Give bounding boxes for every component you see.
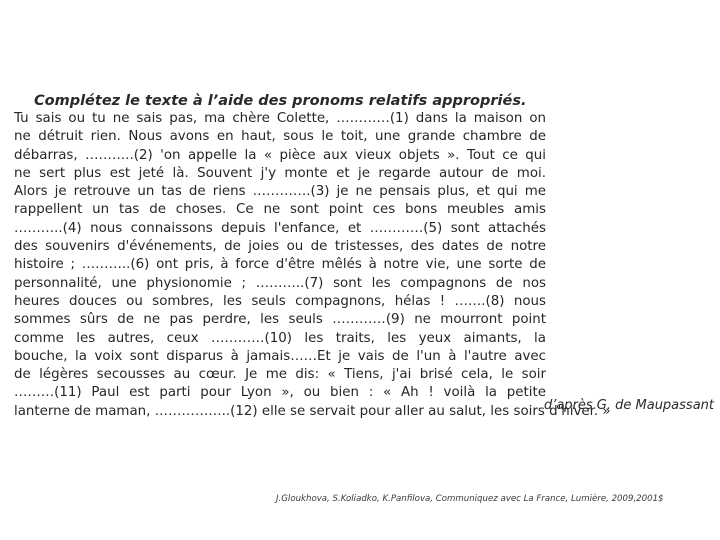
text-line: débarras, ………..(2) 'on appelle la « pièce aux vieux objets ». Tout ce qui	[14, 147, 546, 163]
text-line: ne détruit rien. Nous avons en haut, sous le toit, une grande chambre de	[14, 129, 546, 145]
text-line: histoire ; ………..(6) ont pris, à force d'être mêlés à notre vie, une sorte de	[14, 257, 546, 273]
text-line: heures douces ou sombres, les seuls compagnons, hélas ! …….(8) nous	[14, 293, 546, 309]
source-credit: J.Gloukhova, S.Koliadko, K.Panfilova, Communiquez avec La France, Lumière, 2009,2001$	[276, 494, 664, 504]
text-line: ne sert plus est jeté là. Souvent j'y monte et je regarde autour de moi.	[14, 165, 546, 181]
text-line: ………(11) Paul est parti pour Lyon », ou bien : « Ah ! voilà la petite	[14, 385, 546, 401]
text-line: personnalité, une physionomie ; ………..(7) sont les compagnons de nos	[14, 275, 546, 291]
text-line-last: lanterne de maman, ……………..(12) elle se servait pour aller au salut, les soirs d'hiver. »	[14, 403, 611, 419]
text-line: sommes sûrs de ne pas perdre, les seuls …………(9) ne mourront point	[14, 312, 546, 328]
text-line: comme les autres, ceux …………(10) les traits, les yeux aimants, la	[14, 330, 546, 346]
text-line: Tu sais ou tu ne sais pas, ma chère Colette, …………(1) dans la maison on	[14, 111, 546, 126]
exercise-title: Complétez le texte à l’aide des pronoms relatifs appropriés.	[34, 93, 527, 109]
text-line: Alors je retrouve un tas de riens ………….(3) je ne pensais plus, et qui me	[14, 184, 546, 200]
author-attribution: d’après G. de Maupassant	[543, 398, 714, 413]
text-line: rappellent un tas de choses. Ce ne sont point ces bons meubles amis	[14, 202, 546, 218]
text-line: ………..(4) nous connaissons depuis l'enfance, et …………(5) sont attachés	[14, 220, 546, 236]
text-line: bouche, la voix sont disparus à jamais……Et je vais de l'un à l'autre avec	[14, 348, 546, 364]
text-line: des souvenirs d'événements, de joies ou de tristesses, des dates de notre	[14, 239, 546, 255]
exercise-text	[14, 110, 611, 421]
text-line: de légères secousses au cœur. Je me dis: « Tiens, j'ai brisé cela, le soir	[14, 367, 546, 383]
